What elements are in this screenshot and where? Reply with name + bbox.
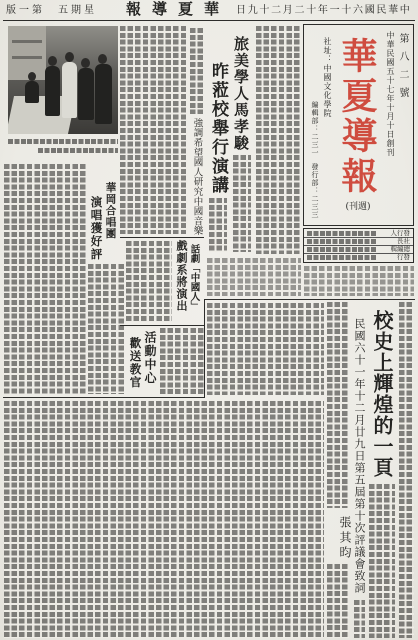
edition-label: 第一版: [6, 5, 45, 16]
divider-rule: [205, 299, 415, 300]
photo-figure-head: [28, 72, 36, 81]
staff-row: [304, 253, 413, 261]
body-text-block: [304, 266, 414, 296]
staff-value: [307, 231, 377, 236]
body-text-block: [327, 302, 349, 508]
body-text-block: [327, 564, 349, 638]
issue-number: 第八二號: [397, 33, 408, 105]
main-headline-2: 昨蒞校舉行演講: [208, 62, 228, 195]
divider-rule: [3, 20, 415, 21]
body-text-block: [160, 328, 204, 394]
body-text-block: [256, 26, 300, 254]
top-bar-title: 華夏導報: [126, 0, 231, 18]
masthead-box: [303, 24, 414, 226]
frequency-label: (週刊): [345, 202, 371, 212]
feature-headline: 校史上輝煌的一頁: [370, 310, 394, 478]
body-text-block: [207, 303, 324, 395]
choir-headline: 華岡合唱團: [104, 182, 117, 240]
body-text-block: [354, 600, 365, 638]
divider-rule: [3, 397, 205, 398]
issue-date: 中華民國六十一年十二月二十九日: [236, 5, 412, 16]
body-text-block: [4, 164, 86, 394]
staff-value: [307, 255, 377, 260]
divider-rule: [120, 325, 204, 326]
photo-figure: [95, 64, 112, 124]
staff-table: [303, 228, 414, 263]
body-text-block: [88, 264, 124, 394]
editorial-phone: 編輯部：二三一: [311, 101, 319, 157]
body-text-block: [120, 26, 188, 234]
photo-shelf: [12, 56, 42, 59]
body-text-block: [369, 484, 395, 638]
body-text-block: [399, 302, 414, 638]
feature-subhead: 民國六十一年十二月廿九日第五屆第十次評議會致詞: [353, 318, 366, 594]
drama-headline: 話劇「中國人」: [188, 244, 200, 311]
news-photo: [8, 26, 118, 134]
body-text-block: [190, 28, 204, 114]
divider-rule: [120, 237, 204, 238]
choir-headline-2: 演唱獲好評: [89, 196, 104, 261]
body-text-block: [209, 198, 227, 252]
photo-shelf: [12, 40, 42, 43]
photo-caption: [38, 148, 118, 154]
feature-author: 張其昀: [338, 516, 352, 561]
farewell-headline-2: 歡送教官: [128, 337, 143, 389]
founding-date: 中華民國五十七年十月十日創刊: [386, 31, 395, 157]
farewell-headline: 活動中心: [143, 331, 157, 385]
photo-caption: [8, 139, 118, 145]
photo-figure-head: [81, 58, 90, 68]
photo-figure: [45, 66, 60, 116]
staff-label: 發行: [397, 253, 410, 261]
body-text-block: [126, 241, 172, 322]
photo-figure-head: [65, 52, 74, 62]
photo-figure-head: [98, 54, 107, 64]
staff-value: [307, 239, 377, 244]
body-text-block: [233, 155, 251, 252]
main-headline: 旅美學人馬孝駿: [232, 36, 250, 152]
photo-figure-head: [48, 56, 57, 66]
divider-rule: [204, 299, 205, 398]
photo-figure: [78, 68, 94, 120]
body-text-block: [4, 401, 324, 638]
photo-wall: [8, 26, 46, 80]
drama-headline-2: 戲劇系將演出: [175, 240, 188, 312]
main-subhead: 強調希望國人研究中國音樂: [191, 118, 203, 236]
weekday-label: 星期五: [58, 5, 97, 16]
staff-label: 總編輯: [390, 245, 410, 253]
body-text-block: [207, 258, 301, 296]
photo-figure: [25, 81, 39, 103]
masthead-title: 華夏導報: [336, 37, 378, 197]
photo-figure: [62, 62, 77, 118]
staff-label: 社長: [397, 237, 410, 245]
top-bar: [0, 0, 418, 21]
distribution-phone: 發行部：二三三: [311, 163, 319, 219]
staff-value: [307, 247, 377, 252]
office-address: 社址：中國文化學院: [323, 37, 332, 118]
staff-label: 發行人: [390, 229, 410, 237]
